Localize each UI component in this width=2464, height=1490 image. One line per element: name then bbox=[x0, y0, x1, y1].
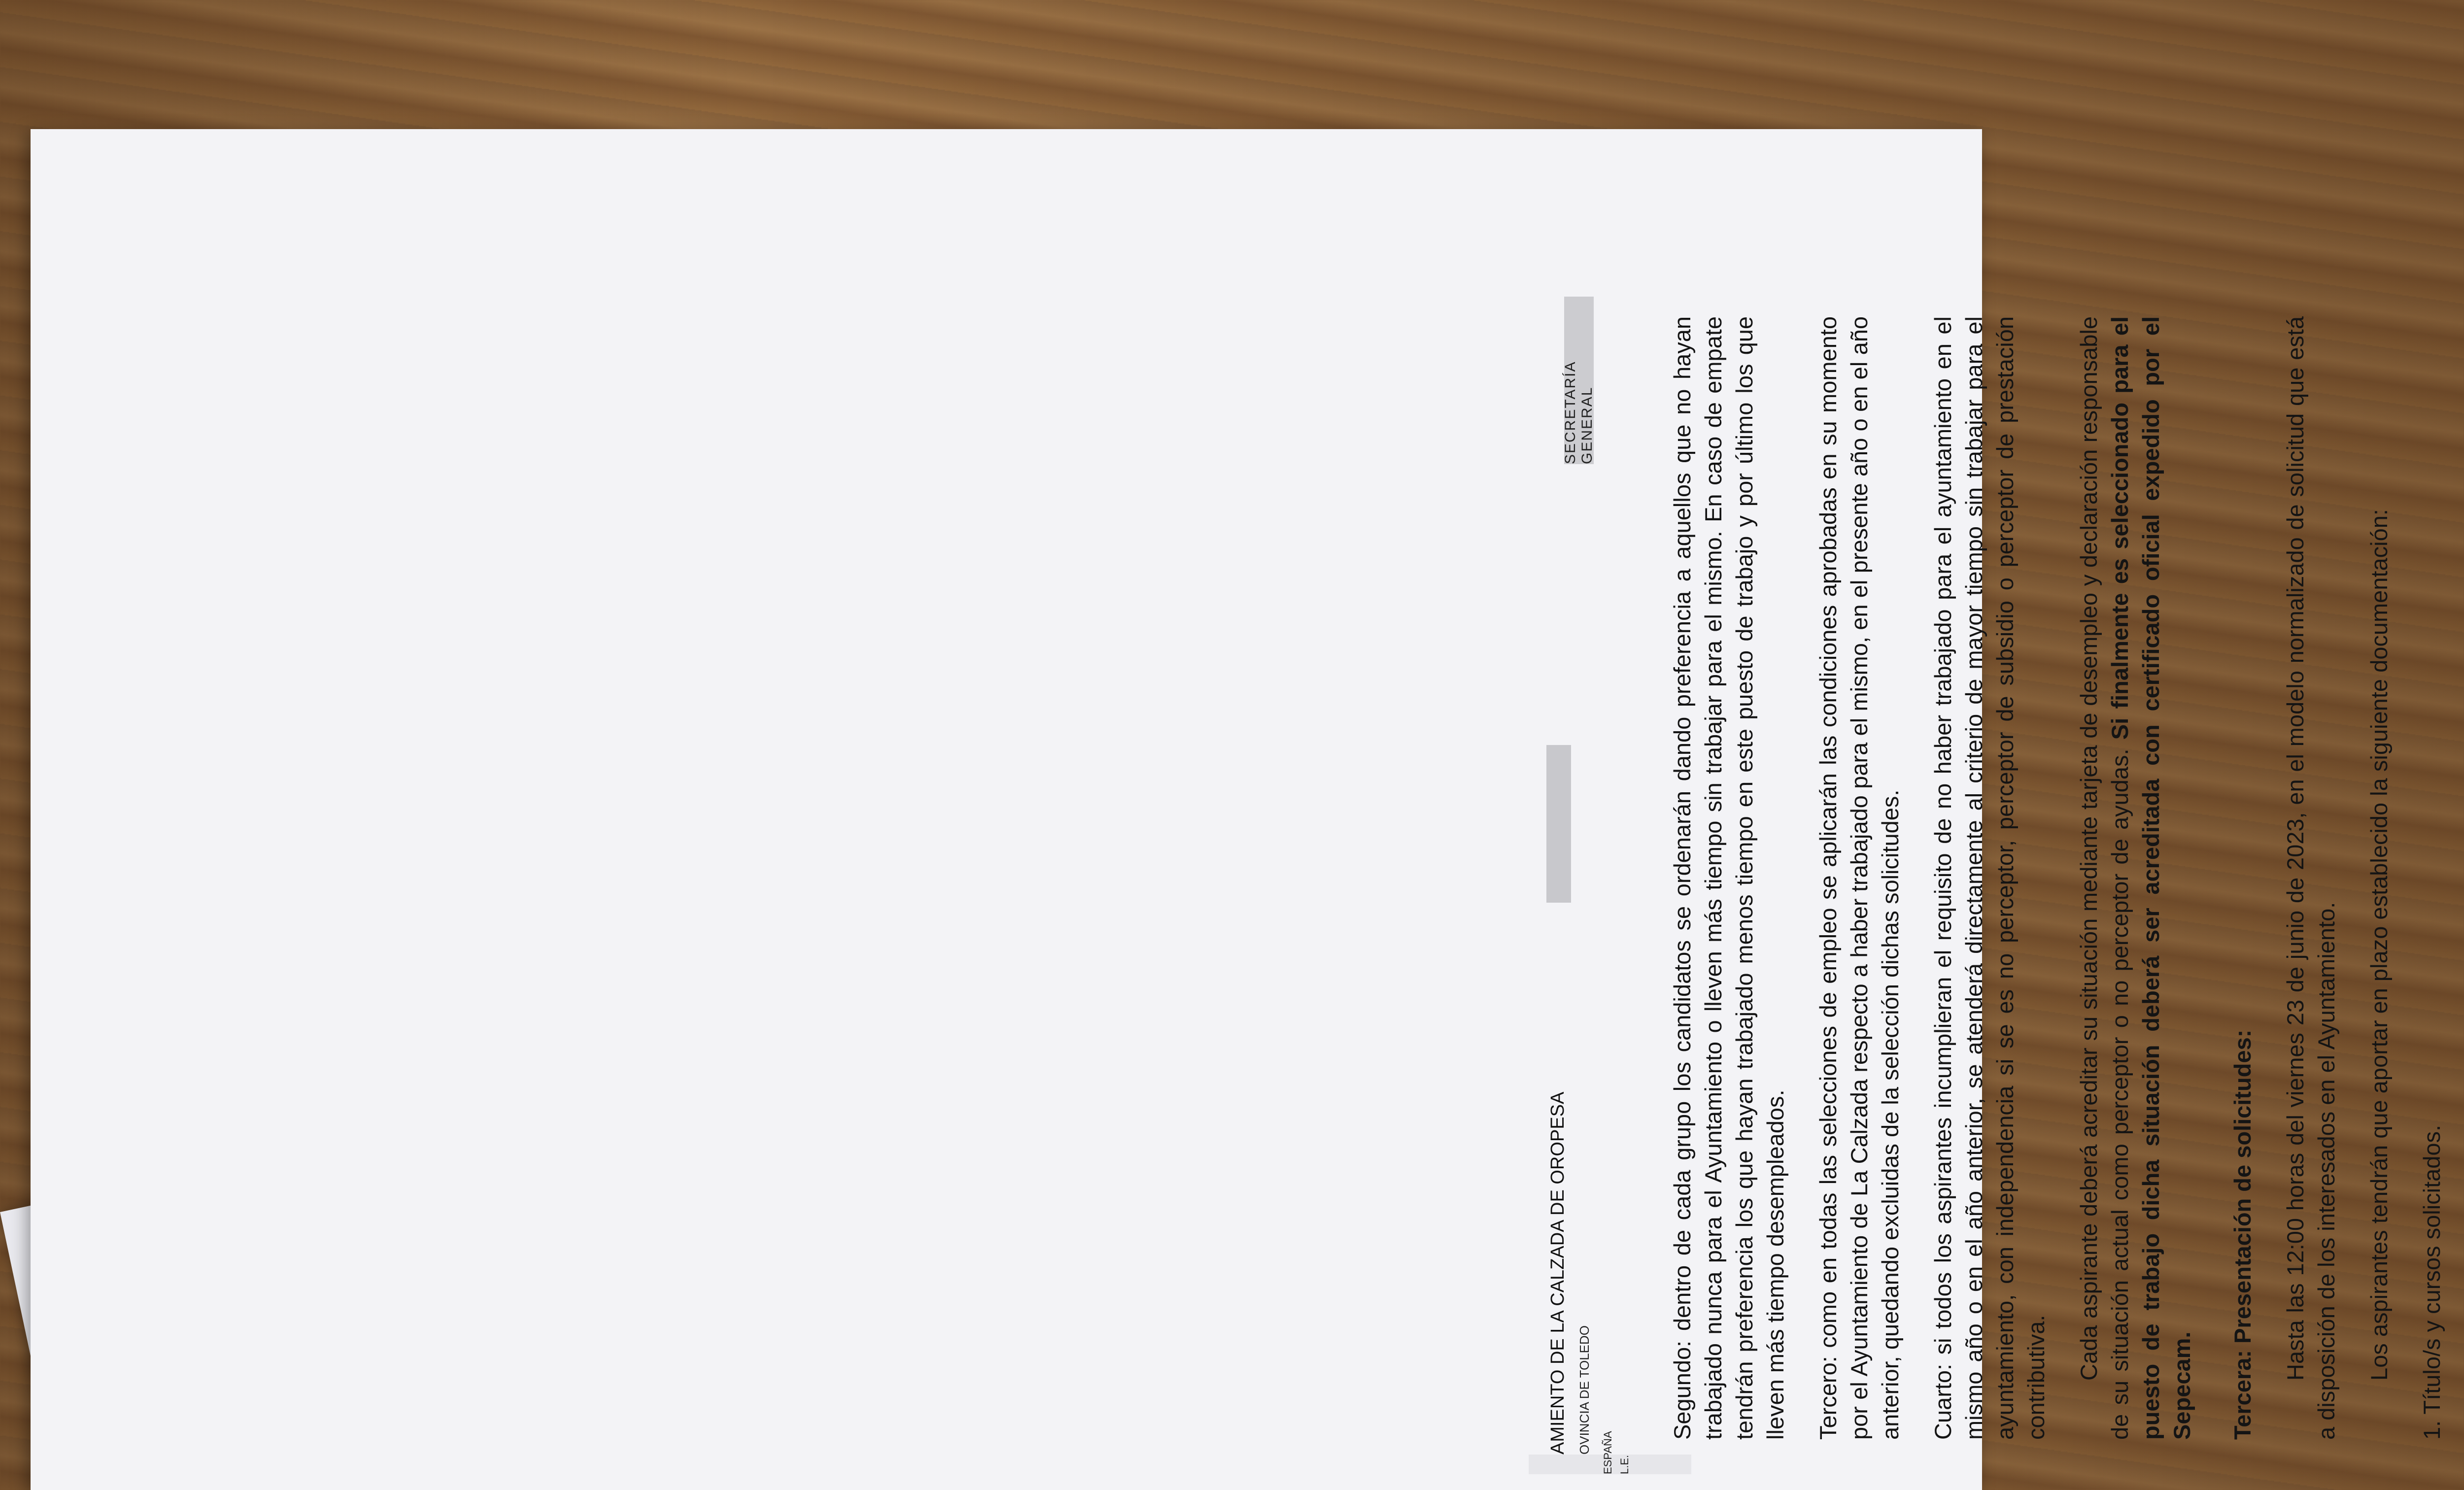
le-label: L.E. bbox=[1618, 1455, 1631, 1474]
section-heading: Tercera: Presentación de solicitudes: bbox=[2229, 1029, 2256, 1440]
espana-label: ESPAÑA bbox=[1602, 1431, 1614, 1474]
paragraph-segundo: Segundo: dentro de cada grupo los candidatos se ordenarán dando preferencia a aquellos que no hayan trabajado nunca para el Ayuntamiento o lleven más tiempo sin trabajar para el mismo. En caso de empate tendrán preferencia los que hayan trabajado menos tiempo en este puesto de trabajo y por último los que lleven más tiempo desempleados. bbox=[1669, 316, 1788, 1440]
paragraph-cuarto: Cuarto: si todos los aspirantes incumplieran el requisito de no haber trabajado para el ayuntamiento en el mismo año o en el año anterior, se atenderá directamente al criterio de mayor tiempo sin trabajar para el ayuntamiento, con independencia si se es no perceptor, perceptor de subsidio o perceptor de prestación contributiva. bbox=[1930, 316, 2049, 1440]
ayuntamiento-title: AMIENTO DE LA CALZADA DE OROPESA bbox=[1547, 1091, 1568, 1455]
paragraph-cada-aspirante bbox=[2073, 316, 2197, 1440]
secretaria-general-label: SECRETARÍA GENERAL bbox=[1564, 297, 1594, 464]
document-body bbox=[1667, 316, 2464, 1440]
document-sheet bbox=[31, 129, 2445, 1490]
rotated-content bbox=[1529, 144, 2464, 1474]
cada-aspirante-text: Cada aspirante deberá acreditar su situación mediante tarjeta de desempleo y declaración responsable de su situación actual como perceptor o no perceptor de ayudas. bbox=[2076, 316, 2133, 1440]
letterhead-bar bbox=[1546, 745, 1571, 903]
list-item-1: 1. Título/s y cursos solicitados. bbox=[2419, 1124, 2445, 1440]
cada-aspirante-bold: Si finalmente es seleccionado para el puesto de trabajo dicha situación deberá ser acreditada con certificado oficial expedido por el Sepecam. bbox=[2107, 316, 2195, 1440]
paragraph-tercero: Tercero: como en todas las selecciones de empleo se aplicarán las condiciones aprobadas en su momento por el Ayuntamiento de La Calzada respecto a haber trabajado para el mismo, en el presente año o en el año anterior, quedando excluidas de la selección dichas solicitudes. bbox=[1815, 316, 1903, 1440]
paragraph-hasta: Hasta las 12:00 horas del viernes 23 de junio de 2023, en el modelo normalizado de solicitud que está a disposición de los interesados en el Ayuntamiento. bbox=[2282, 316, 2339, 1440]
paragraph-aspirantes: Los aspirantes tendrán que aportar en plazo establecido la siguiente documentación: bbox=[2366, 509, 2392, 1381]
provincia-label: OVINCIA DE TOLEDO bbox=[1577, 1325, 1592, 1455]
